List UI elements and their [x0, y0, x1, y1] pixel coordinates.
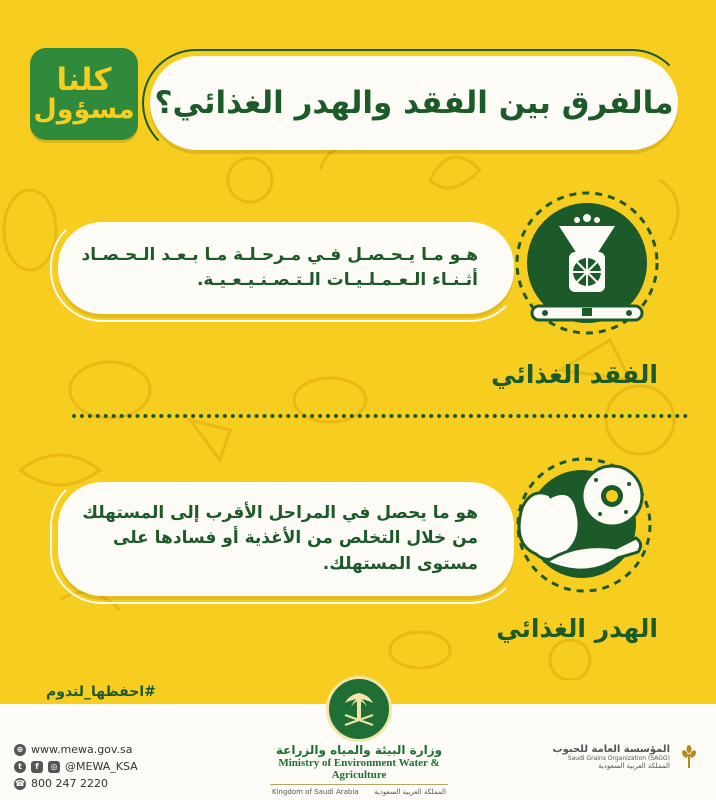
section-1-label: الفقد الغذائي — [491, 360, 658, 389]
sago-name-arabic: المؤسسة العامة للحبوب — [552, 744, 670, 755]
ministry-emblem — [326, 676, 392, 742]
contact-info — [14, 741, 138, 792]
food-waste-icon — [504, 450, 654, 600]
section-2-line-3: مستوى المستهلك. — [322, 553, 478, 574]
twitter-icon[interactable]: t — [14, 761, 26, 773]
facebook-icon[interactable]: f — [31, 761, 43, 773]
wheat-icon — [676, 744, 702, 770]
section-2-line-1: هو ما يحصل في المراحل الأقرب إلى المستهلك — [82, 502, 478, 523]
grain-mill-icon — [512, 188, 662, 338]
ministry-divider — [270, 784, 448, 785]
sago-logo-block — [553, 744, 702, 770]
instagram-icon[interactable]: ◎ — [48, 761, 60, 773]
ministry-name-english: Ministry of Environment Water & Agriculture — [278, 757, 440, 781]
social-handle[interactable]: @MEWA_KSA — [65, 760, 138, 773]
ministry-name-arabic: وزارة البيئة والمياه والزراعة — [275, 743, 443, 757]
section-divider — [72, 414, 688, 418]
section-2-line-2: من خلال التخلص من الأغذية أو فسادها على — [113, 528, 478, 549]
ministry-name-block — [262, 743, 456, 796]
section-1-text-box — [58, 222, 514, 314]
hashtag: #احفظها_لتدوم — [46, 684, 156, 700]
section-1-line-1: هـو مـا يـحـصـل فـي مـرحـلـة مـا بـعـد الـحـصـاد — [81, 244, 478, 265]
kingdom-english: Kingdom of Saudi Arabia — [272, 788, 359, 796]
palm-swords-icon — [337, 687, 381, 731]
sago-kingdom-arabic: المملكة العربية السعودية — [598, 762, 670, 770]
globe-icon: ⊕ — [14, 744, 26, 756]
phone-number: 800 247 2220 — [31, 777, 108, 790]
title-banner — [150, 56, 678, 150]
sago-name-english: Saudi Grains Organization (SAGO) — [567, 755, 670, 762]
page-title: مالفرق بين الفقد والهدر الغذائي؟ — [154, 85, 674, 121]
logo-line-2: مسؤول — [33, 94, 135, 126]
website-link[interactable]: www.mewa.gov.sa — [31, 743, 133, 756]
logo-line-1: كلنا — [56, 61, 112, 98]
section-2-label: الهدر الغذائي — [496, 614, 658, 643]
kingdom-arabic: المملكة العربية السعودية — [374, 788, 446, 796]
section-2-text-box — [58, 482, 514, 596]
campaign-logo — [30, 48, 138, 140]
phone-icon: ☎ — [15, 779, 25, 788]
section-1-line-2: أثـنـاء الـعـمـلـيـات الـتـصـنـيـعـيـة. — [196, 270, 478, 290]
